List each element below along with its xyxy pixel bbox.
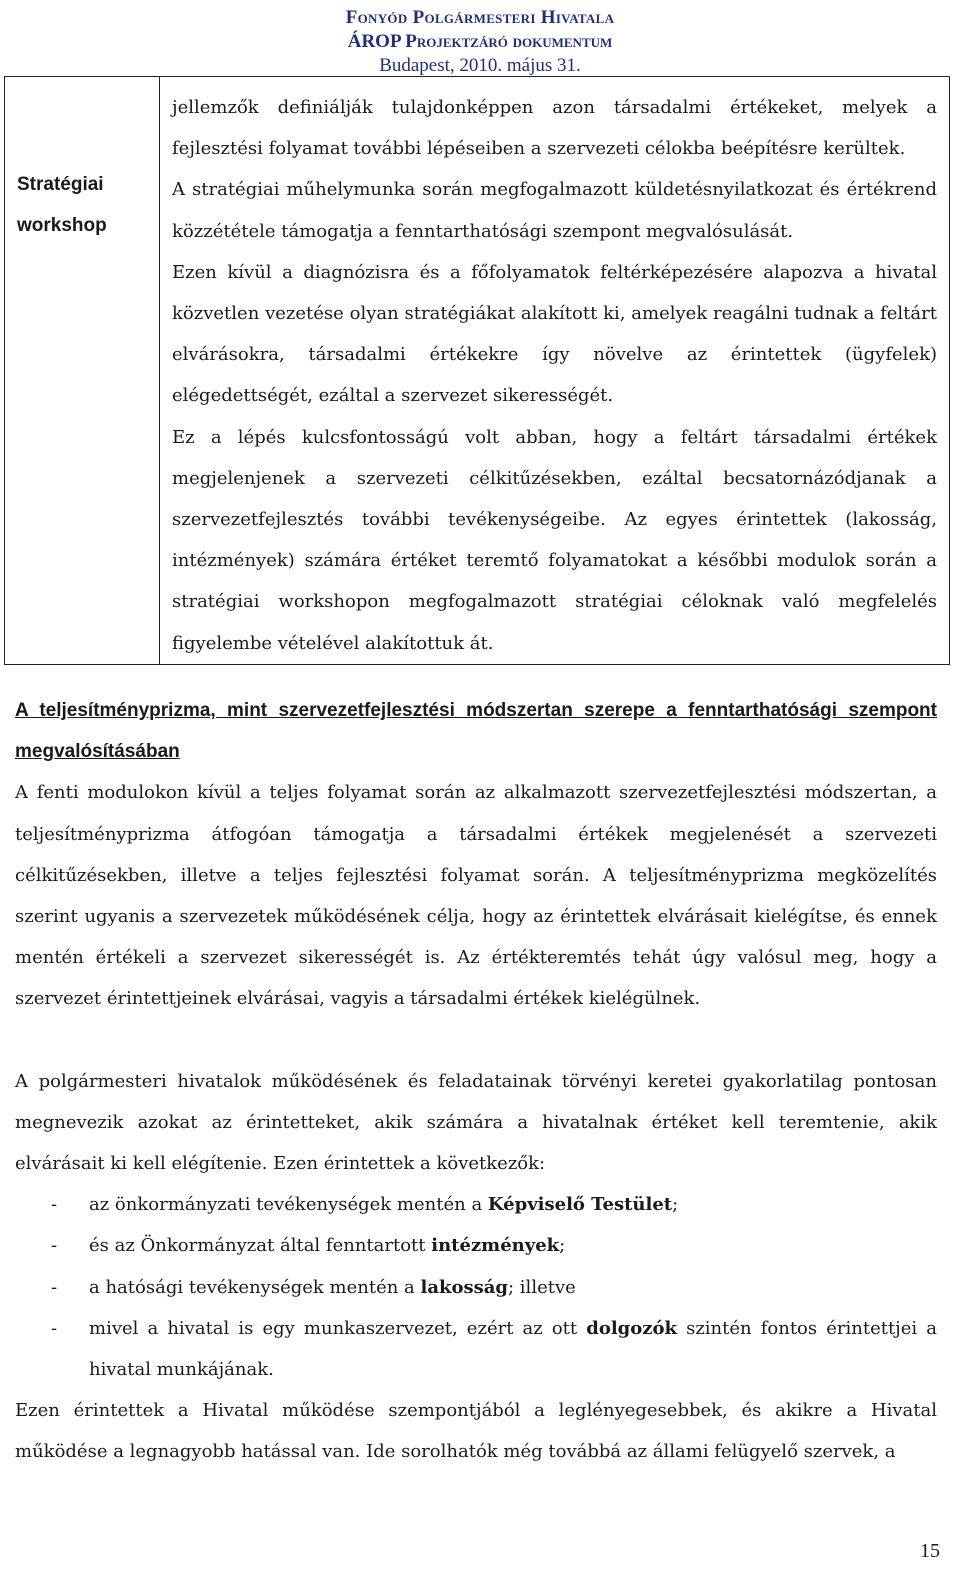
section-paragraph-1: A fenti modulokon kívül a teljes folyamat során az alkalmazott szervezetfejlesztési módszertan, a teljesítményprizma átfogóan támogatja a társadalmi értékek megjelenését a szervezeti célkitűzésekben, illetve a teljes fejlesztési folyamat során. A teljesítményprizma megközelítés szerint ugyanis a szervezetek működésének célja, hogy az érintettek elvárásait kielégítse, és ennek mentén értékeli a szervezet sikerességét is. Az értékteremtés tehát úgy valósul meg, hogy a szervezet érintettjeinek elvárásai, vagyis a társadalmi értékek kielégülnek. xyxy=(15,782,937,1010)
table-label-cell xyxy=(5,77,160,665)
header-document-title: ÁROP Projektzáró dokumentum xyxy=(347,31,613,52)
stakeholder-name: dolgozók xyxy=(586,1317,677,1339)
list-item: - és az Önkormányzat által fenntartott intézmények; xyxy=(15,1225,937,1266)
list-item: - mivel a hivatal is egy munkaszervezet, ezért az ott dolgozók szintén fontos érintettjei a hivatal munkájának. xyxy=(15,1308,937,1390)
paragraph-spacer xyxy=(15,1020,937,1061)
list-item: - az önkormányzati tevékenységek mentén a Képviselő Testület; xyxy=(15,1184,937,1225)
list-item: - a hatósági tevékenységek mentén a lakosság; illetve xyxy=(15,1267,937,1308)
table-paragraph-3: Ezen kívül a diagnózisra és a főfolyamatok feltérképezésére alapozva a hivatal közvetlen vezetése olyan stratégiákat alakított ki, amelyek reagálni tudnak a feltárt elvárásokra, társadalmi értékekre így növelve az érintettek (ügyfelek) elégedettségét, ezáltal a szervezet sikerességét. xyxy=(172,261,937,407)
dash-mark: - xyxy=(51,1317,58,1339)
section-heading: A teljesítményprizma, mint szervezetfejlesztési módszertan szerepe a fenntarthatósági szempont megvalósításában xyxy=(15,700,937,763)
section-paragraph-2: A polgármesteri hivatalok működésének és feladatainak törvényi keretei gyakorlatilag pontosan megnevezik azokat az érintetteket, akik számára a hivatalnak értéket kell teremtenie, akik elvárásait ki kell elégítenie. Ezen érintettek a következők: xyxy=(15,1070,937,1175)
stakeholder-name: lakosság xyxy=(420,1276,509,1298)
dash-mark: - xyxy=(51,1235,58,1257)
header-date: Budapest, 2010. május 31. xyxy=(379,55,581,76)
section-paragraph-3: Ezen érintettek a Hivatal működése szempontjából a leglényegesebbek, és akikre a Hivatal működése a legnagyobb hatással van. Ide sorolhatók még továbbá az állami felügyelő szervek, a xyxy=(15,1400,937,1463)
header-office-name: Fonyód Polgármesteri Hivatala xyxy=(345,7,615,28)
stakeholder-name: Képviselő Testület xyxy=(487,1194,673,1216)
dash-mark: - xyxy=(51,1276,58,1298)
table-paragraph-2: A stratégiai műhelymunka során megfogalmazott küldetésnyilatkozat és értékrend közzététele támogatja a fenntarthatósági szempont megvalósulását. xyxy=(172,179,937,242)
stakeholder-name: intézmények xyxy=(431,1235,560,1257)
workshop-table xyxy=(4,76,950,665)
dash-mark: - xyxy=(51,1194,58,1216)
main-section xyxy=(15,690,937,1473)
table-content-cell xyxy=(160,77,950,665)
page-number: 15 xyxy=(920,1540,940,1562)
label-line-2: workshop xyxy=(17,215,107,236)
table-paragraph-4: Ez a lépés kulcsfontosságú volt abban, hogy a feltárt társadalmi értékek megjelenjenek a szervezeti célkitűzésekben, ezáltal becsatornázódjanak a szervezetfejlesztés további tevékenységeibe. Az egyes érintettek (lakosság, intézmények) számára értéket teremtő folyamatokat a későbbi modulok során a stratégiai workshopon megfogalmazott stratégiai céloknak való megfelelés figyelembe vételével alakítottuk át. xyxy=(172,426,937,654)
label-line-1: Stratégiai xyxy=(17,174,104,195)
stakeholder-list xyxy=(15,1184,937,1390)
table-paragraph-1: jellemzők definiálják tulajdonképpen azon társadalmi értékeket, melyek a fejlesztési folyamat további lépéseiben a szervezeti célokba beépítésre kerültek. xyxy=(172,97,937,160)
page-header xyxy=(280,6,680,78)
